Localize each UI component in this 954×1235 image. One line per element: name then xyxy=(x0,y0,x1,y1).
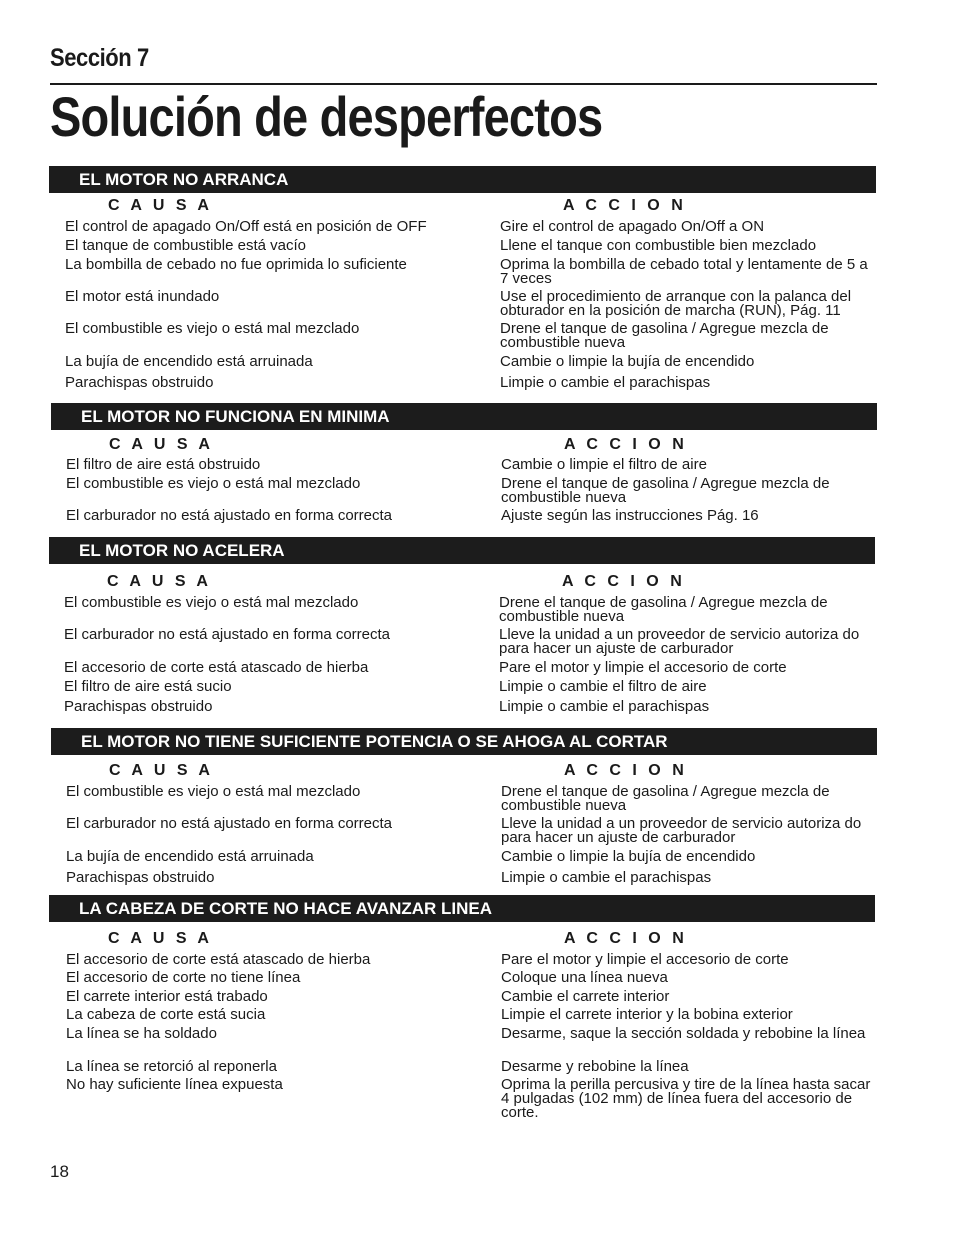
cause-cell: La bujía de encendido está arruinada xyxy=(66,848,314,865)
cause-cell: El carburador no está ajustado en forma correcta xyxy=(64,626,391,643)
action-column-header: A C C I O N xyxy=(564,436,688,453)
action-cell: Drene el tanque de gasolina / Agregue mezcla de combustible nueva xyxy=(501,475,830,506)
action-cell: Oprima la bombilla de cebado total y lentamente de 5 a 7 veces xyxy=(500,256,868,287)
action-cell: Desarme, saque la sección soldada y rebobine la línea xyxy=(501,1025,866,1042)
cause-cell: El combustible es viejo o está mal mezclado xyxy=(65,320,360,337)
cause-column-header: C A U S A xyxy=(108,197,213,214)
action-cell: Limpie o cambie el parachispas xyxy=(501,869,712,886)
action-cell: Ajuste según las instrucciones Pág. 16 xyxy=(501,507,759,524)
action-cell: Cambie o limpie el filtro de aire xyxy=(501,456,707,473)
action-cell: Drene el tanque de gasolina / Agregue mezcla de combustible nueva xyxy=(499,594,828,625)
action-cell: Cambie o limpie la bujía de encendido xyxy=(501,848,756,865)
action-cell: Gire el control de apagado On/Off a ON xyxy=(500,218,765,235)
action-column-header: A C C I O N xyxy=(564,930,688,947)
action-cell: Llene el tanque con combustible bien mezclado xyxy=(500,237,817,254)
cause-column-header: C A U S A xyxy=(109,762,214,779)
cause-column-header: C A U S A xyxy=(108,930,213,947)
cause-cell: La línea se ha soldado xyxy=(66,1025,217,1042)
cause-cell: El accesorio de corte está atascado de hierba xyxy=(66,951,371,968)
action-cell: Pare el motor y limpie el accesorio de corte xyxy=(501,951,789,968)
action-cell: Cambie el carrete interior xyxy=(501,988,670,1005)
cause-cell: Parachispas obstruido xyxy=(65,374,214,391)
cause-column-header: C A U S A xyxy=(109,436,214,453)
cause-cell: El combustible es viejo o está mal mezclado xyxy=(66,475,361,492)
cause-cell: La bombilla de cebado no fue oprimida lo suficiente xyxy=(65,256,407,273)
cause-column-header: C A U S A xyxy=(107,573,212,590)
action-cell: Cambie o limpie la bujía de encendido xyxy=(500,353,755,370)
action-column-header: A C C I O N xyxy=(563,197,687,214)
section-bar: LA CABEZA DE CORTE NO HACE AVANZAR LINEA xyxy=(49,895,875,922)
cause-cell: El combustible es viejo o está mal mezclado xyxy=(66,783,361,800)
cause-cell: El carburador no está ajustado en forma correcta xyxy=(66,507,393,524)
cause-cell: El filtro de aire está obstruido xyxy=(66,456,261,473)
action-column-header: A C C I O N xyxy=(562,573,686,590)
cause-cell: El combustible es viejo o está mal mezclado xyxy=(64,594,359,611)
action-cell: Limpie o cambie el parachispas xyxy=(500,374,711,391)
cause-cell: El tanque de combustible está vacío xyxy=(65,237,306,254)
cause-cell: La cabeza de corte está sucia xyxy=(66,1006,266,1023)
cause-cell: El carrete interior está trabado xyxy=(66,988,268,1005)
cause-cell: El accesorio de corte está atascado de hierba xyxy=(64,659,369,676)
cause-cell: El motor está inundado xyxy=(65,288,220,305)
page-title: Solución de desperfectos xyxy=(50,85,603,148)
action-cell: Drene el tanque de gasolina / Agregue mezcla de combustible nueva xyxy=(501,783,830,814)
section-bar: EL MOTOR NO ACELERA xyxy=(49,537,875,564)
action-cell: Drene el tanque de gasolina / Agregue mezcla de combustible nueva xyxy=(500,320,829,351)
section-bar: EL MOTOR NO FUNCIONA EN MINIMA xyxy=(51,403,877,430)
cause-cell: El filtro de aire está sucio xyxy=(64,678,232,695)
cause-cell: Parachispas obstruido xyxy=(64,698,213,715)
cause-cell: No hay suficiente línea expuesta xyxy=(66,1076,283,1093)
section-bar: EL MOTOR NO ARRANCA xyxy=(49,166,876,193)
cause-cell: El control de apagado On/Off está en posición de OFF xyxy=(65,218,427,235)
action-cell: Limpie el carrete interior y la bobina exterior xyxy=(501,1006,793,1023)
section-bar: EL MOTOR NO TIENE SUFICIENTE POTENCIA O SE AHOGA AL CORTAR xyxy=(51,728,877,755)
cause-cell: El carburador no está ajustado en forma correcta xyxy=(66,815,393,832)
cause-cell: La bujía de encendido está arruinada xyxy=(65,353,313,370)
action-cell: Pare el motor y limpie el accesorio de corte xyxy=(499,659,787,676)
action-cell: Lleve la unidad a un proveedor de servicio autoriza do para hacer un ajuste de carburador xyxy=(501,815,862,846)
action-cell: Coloque una línea nueva xyxy=(501,969,668,986)
action-cell: Oprima la perilla percusiva y tire de la línea hasta sacar 4 pulgadas (102 mm) de línea fuera del accesorio de corte. xyxy=(501,1076,871,1121)
action-column-header: A C C I O N xyxy=(564,762,688,779)
action-cell: Limpie o cambie el filtro de aire xyxy=(499,678,707,695)
cause-cell: El accesorio de corte no tiene línea xyxy=(66,969,301,986)
action-cell: Limpie o cambie el parachispas xyxy=(499,698,710,715)
action-cell: Use el procedimiento de arranque con la palanca del obturador en la posición de marcha (RUN), Pág. 11 xyxy=(500,288,852,319)
action-cell: Desarme y rebobine la línea xyxy=(501,1058,689,1075)
action-cell: Lleve la unidad a un proveedor de servicio autoriza do para hacer un ajuste de carburador xyxy=(499,626,860,657)
cause-cell: Parachispas obstruido xyxy=(66,869,215,886)
page-number: 18 xyxy=(50,1162,69,1181)
section-label: Sección 7 xyxy=(50,44,149,72)
cause-cell: La línea se retorció al reponerla xyxy=(66,1058,277,1075)
